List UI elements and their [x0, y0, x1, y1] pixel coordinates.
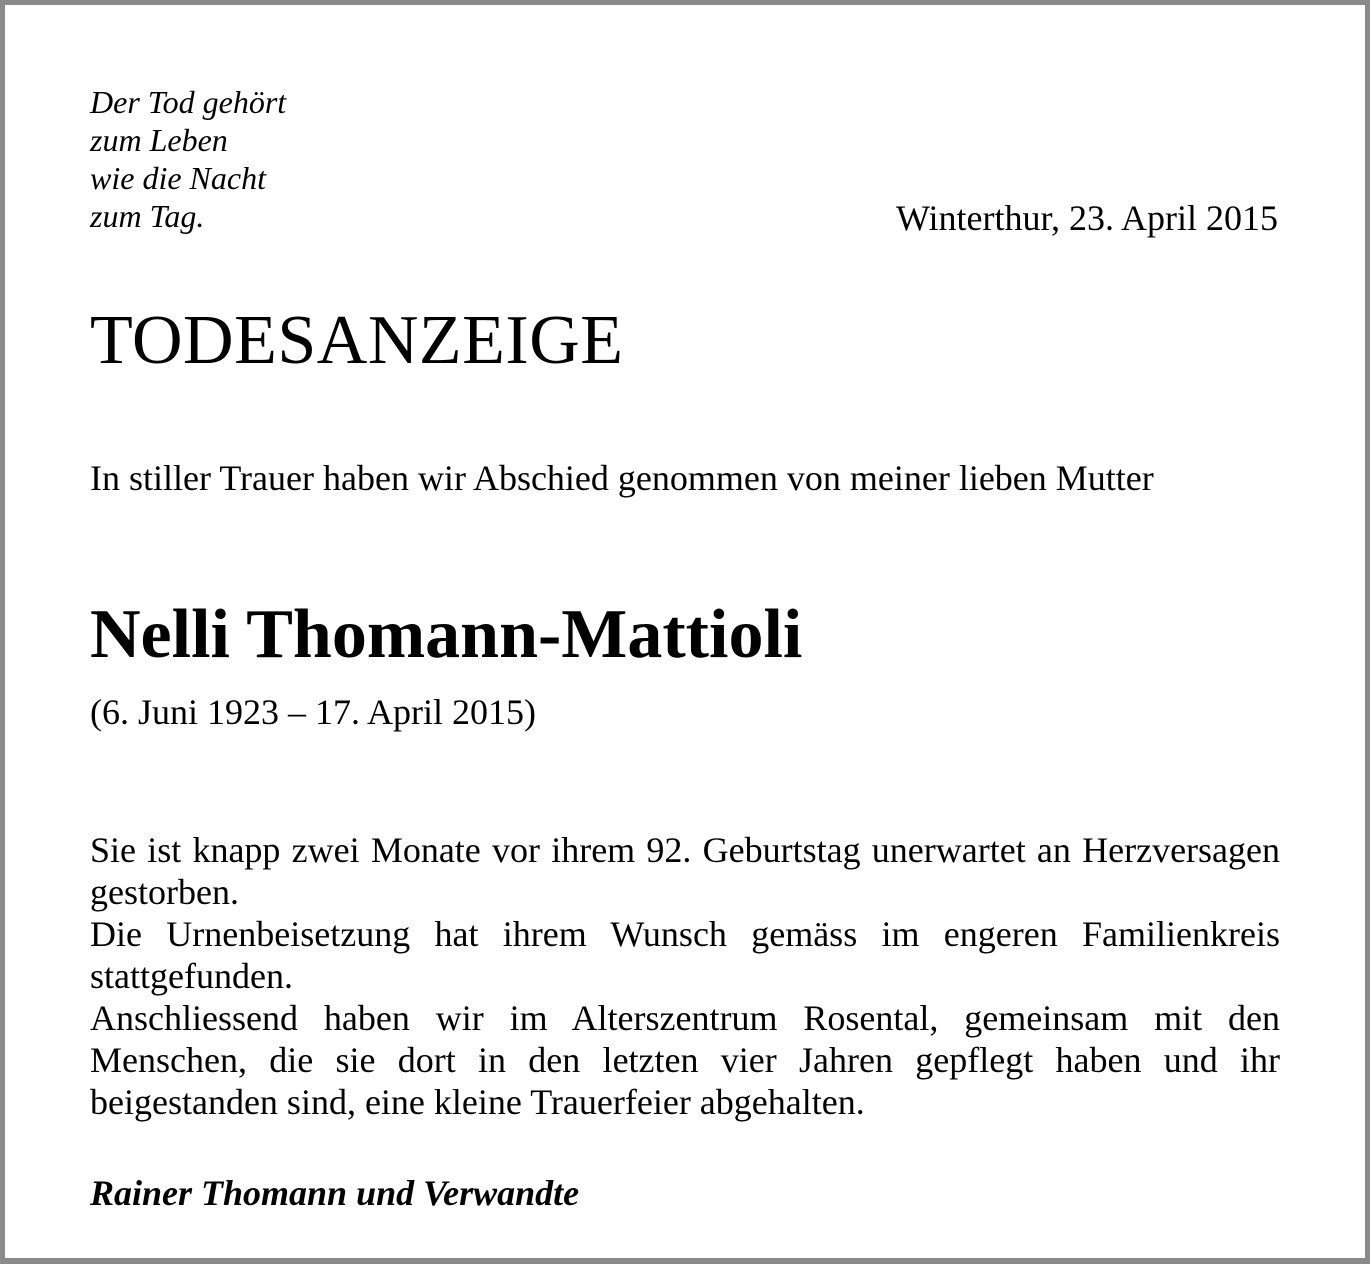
signature: Rainer Thomann und Verwandte [90, 1173, 580, 1213]
motto-line: Der Tod gehört [90, 84, 287, 120]
life-dates: (6. Juni 1923 – 17. April 2015) [90, 692, 536, 732]
body-paragraph: Die Urnenbeisetzung hat ihrem Wunsch gemäss im engeren Familienkreis stattgefunden. [90, 914, 1280, 996]
body-paragraph: Anschliessend haben wir im Alterszentrum Rosental, gemeinsam mit den Menschen, die sie dort in den letzten vier Jahren gepflegt haben und ihr beigestanden sind, eine kleine Trauerfeier abgehalten. [90, 998, 1280, 1122]
motto-line: zum Tag. [90, 198, 205, 234]
notice-body [90, 829, 1280, 1123]
notice-heading: TODESANZEIGE [90, 302, 624, 379]
deceased-name: Nelli Thomann-Mattioli [90, 596, 803, 673]
motto-line: zum Leben [90, 122, 228, 158]
intro-text: In stiller Trauer haben wir Abschied genommen von meiner lieben Mutter [90, 458, 1154, 498]
place-and-date: Winterthur, 23. April 2015 [895, 198, 1278, 238]
body-paragraph: Sie ist knapp zwei Monate vor ihrem 92. Geburtstag unerwartet an Herzversagen gestorben. [90, 830, 1280, 912]
motto-line: wie die Nacht [90, 160, 266, 196]
motto-quote [90, 83, 286, 235]
